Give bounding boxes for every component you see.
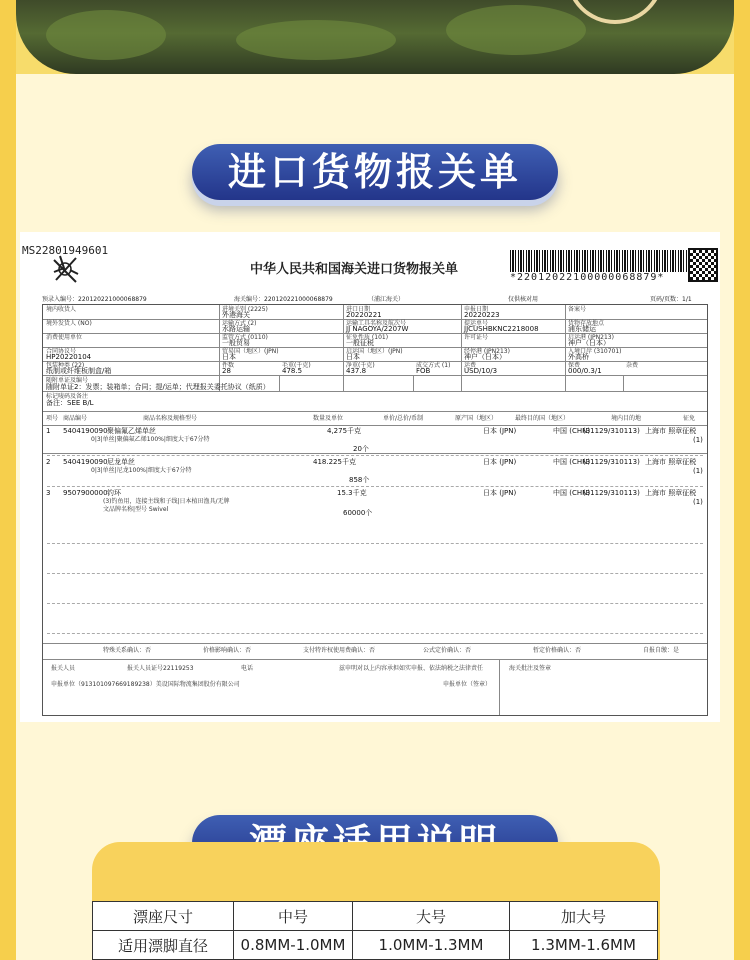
item-name: 钓环 [107, 489, 121, 497]
item-origin: 日本 (JPN) [483, 458, 517, 466]
item-place: 上海市 照章征税 [645, 427, 697, 435]
customs-number: 海关编号：220120221000068879 [234, 296, 333, 303]
field-label: 申报日期 [464, 306, 489, 313]
field-label: 运输工具名称及航次号 [346, 320, 407, 327]
field-value: 一般征税 [346, 339, 374, 347]
field-label: 货物存放地点 [568, 320, 605, 327]
right-stripe [734, 0, 750, 960]
field-label: 备案号 [568, 306, 587, 313]
field-label: 消费使用单位 [46, 334, 83, 341]
items-header-tax: 征免 [683, 415, 696, 422]
item-spec-2: 文品牌名称|型号 Swivel [103, 506, 169, 513]
confirm-formula: 公式定价确认：否 [423, 647, 472, 654]
item-qty: 4,275千克 [327, 427, 362, 435]
section-title-customs: 进口货物报关单 [192, 144, 558, 200]
field-value: HP20220104 [46, 353, 92, 361]
declarant-tel: 电话 [241, 665, 254, 672]
field-value: JJCUSHBKNC2218008 [464, 325, 539, 333]
field-value: 000/0.3/1 [568, 367, 602, 375]
item-qty: 418.225千克 [313, 458, 356, 466]
field-label: 征免性质 (101) [346, 334, 389, 341]
items-header-origin: 原产国（地区） [455, 415, 498, 422]
field-label: 杂费 [626, 362, 639, 369]
item-spec: 0|3|单丝|聚偏氟乙烯100%|细度大于67分特 [91, 436, 210, 443]
item-code: 5404190090 [63, 458, 108, 466]
field-value: 纸制或纤维板制盒/箱 [46, 367, 112, 375]
table-cell: 1.3MM-1.6MM [510, 931, 658, 960]
field-value: 外高桥 [568, 353, 589, 361]
field-label: 提运单号 [464, 320, 489, 327]
field-label: 保费 [568, 362, 581, 369]
field-label: 运输方式 (2) [222, 320, 257, 327]
page-number: 页码/页数：1/1 [650, 296, 692, 303]
field-value: 28 [222, 367, 231, 375]
float-seat-size-table [92, 901, 658, 960]
field-value: 437.8 [346, 367, 367, 375]
field-value: 20220221 [346, 311, 382, 319]
field-label: 件数 [222, 362, 235, 369]
item-place: 上海市 照章征税 [645, 489, 697, 497]
item-qty-count: 60000个 [343, 509, 373, 517]
table-header-row [93, 902, 658, 931]
items-header-dest: 最终目的国（地区） [515, 415, 570, 422]
table-header-cell: 漂座尺寸 [93, 902, 234, 931]
declarant-unit: 申报单位（913101097669189238）美设国际物流集团股份有限公司 [51, 681, 240, 688]
field-label: 启运港 (JPN213) [568, 334, 614, 341]
barcode [510, 250, 700, 272]
item-name: 聚偏氟乙烯单丝 [107, 427, 156, 435]
field-value: 一般贸易 [222, 339, 250, 347]
items-header-name: 商品名称及规格型号 [143, 415, 198, 422]
item-qty-count: 858个 [349, 476, 370, 484]
field-label: 贸易国（地区）(JPN) [222, 348, 279, 355]
item-dest: 中国 (CHN) [553, 489, 591, 497]
confirm-special: 特殊关系确认：否 [103, 647, 152, 654]
item-dest-code: (31129/310113) [583, 427, 640, 435]
field-label: 境外发货人 (NO) [46, 320, 92, 327]
declarant-statement: 兹申明对以上内容承担如实申报、依法纳税之法律责任 [339, 665, 484, 672]
item-origin: 日本 (JPN) [483, 489, 517, 497]
field-label: 合同协议号 [46, 348, 77, 355]
item-no: 3 [46, 489, 51, 497]
item-qty-count: 20个 [353, 445, 369, 453]
field-value: 神户（日本） [568, 339, 610, 347]
customs-declaration-document [20, 232, 720, 722]
item-code: 5404190090 [63, 427, 108, 435]
barcode-text: *22012022100000068879* [510, 272, 665, 283]
field-value: JJ NAGOYA/2207W [346, 325, 409, 333]
field-label: 监管方式 (0110) [222, 334, 268, 341]
field-value: 水路运输 [222, 325, 250, 333]
item-spec: (3)钓鱼用，连接主线和子线|日本植田渔具/无牌 [103, 498, 230, 505]
item-dest: 中国 (CHN) [553, 458, 591, 466]
document-title: 中华人民共和国海关进口货物报关单 [250, 262, 459, 277]
items-header-no: 项号 [46, 415, 59, 422]
item-qty: 15.3千克 [337, 489, 367, 497]
item-dest-code: (31129/310113) [583, 489, 640, 497]
field-value: 神户（日本） [464, 353, 506, 361]
item-code: 9507900000 [63, 489, 108, 497]
marks-value: 备注：SEE B/L [46, 399, 94, 407]
stamp-logo-icon [50, 252, 80, 286]
marks-label: 标记唛码及备注 [46, 393, 89, 400]
field-label: 入境口岸 (310701) [568, 348, 622, 355]
items-header-price: 单价/总价/币制 [383, 415, 424, 422]
item-origin: 日本 (JPN) [483, 427, 517, 435]
declarant-seal: 申报单位（签章） [443, 681, 492, 688]
docs-label: 随附单证及编号 [46, 377, 89, 384]
customs-note: 海关批注及签章 [509, 665, 552, 672]
confirm-royalty: 支付特许权使用费确认：否 [303, 647, 376, 654]
item-name: 尼龙单丝 [107, 458, 135, 466]
field-value: 日本 [346, 353, 360, 361]
field-value: USD/10/3 [464, 367, 498, 375]
confirm-price: 价格影响确认：否 [203, 647, 252, 654]
table-cell: 0.8MM-1.0MM [234, 931, 353, 960]
declarant-cert: 报关人员证号22119253 [127, 665, 194, 672]
item-no: 1 [46, 427, 51, 435]
confirm-self-pay: 自报自缴：是 [643, 647, 680, 654]
table-header-cell: 加大号 [510, 902, 658, 931]
field-label: 成交方式 (1) [416, 362, 451, 369]
customs-name: （浦江海关） [368, 296, 405, 303]
ms-number: MS22801949601 [22, 244, 109, 257]
item-tax: (1) [693, 498, 703, 506]
field-value: 478.5 [282, 367, 303, 375]
left-stripe [0, 0, 16, 960]
field-label: 境内收货人 [46, 306, 77, 313]
table-header-cell: 大号 [353, 902, 510, 931]
approval-note: 仅供核对用 [508, 296, 539, 303]
field-label: 包装种类 (22) [46, 362, 85, 369]
item-no: 2 [46, 458, 51, 466]
field-label: 毛重(千克) [282, 362, 311, 369]
items-header-code: 商品编号 [63, 415, 88, 422]
pre-entry-number: 预录入编号：220120221000068879 [42, 296, 147, 303]
declaration-grid [42, 304, 708, 716]
items-header-qty: 数量及单位 [313, 415, 344, 422]
field-label: 进境关别 (2225) [222, 306, 268, 313]
table-row [93, 931, 658, 960]
table-header-cell: 中号 [234, 902, 353, 931]
field-label: 净重(千克) [346, 362, 375, 369]
field-label: 运费 [464, 362, 477, 369]
item-spec: 0|3|单丝|尼龙100%|细度大于67分特 [91, 467, 192, 474]
field-label: 经停港 (JPN213) [464, 348, 510, 355]
item-dest: 中国 (CHN) [553, 427, 591, 435]
item-tax: (1) [693, 467, 703, 475]
table-cell: 适用漂脚直径 [93, 931, 234, 960]
field-value: 日本 [222, 353, 236, 361]
field-label: 启运国（地区）(JPN) [346, 348, 403, 355]
field-value: FOB [416, 367, 431, 375]
item-tax: (1) [693, 436, 703, 444]
field-value: 外港海关 [222, 311, 250, 319]
docs-value: 随附单证2：发票；装箱单；合同；提/运单；代理报关委托协议（纸质） [46, 383, 270, 391]
table-cell: 1.0MM-1.3MM [353, 931, 510, 960]
confirm-provisional: 暂定价格确认：否 [533, 647, 582, 654]
items-header-place: 境内目的地 [611, 415, 642, 422]
field-label: 许可证号 [464, 334, 489, 341]
declarant-person: 报关人员 [51, 665, 76, 672]
field-value: 20220223 [464, 311, 500, 319]
field-value: 浦东储运 [568, 325, 596, 333]
hero-photo [16, 0, 734, 74]
qr-code-icon [690, 250, 716, 280]
field-label: 进口日期 [346, 306, 371, 313]
item-place: 上海市 照章征税 [645, 458, 697, 466]
item-dest-code: (31129/310113) [583, 458, 640, 466]
